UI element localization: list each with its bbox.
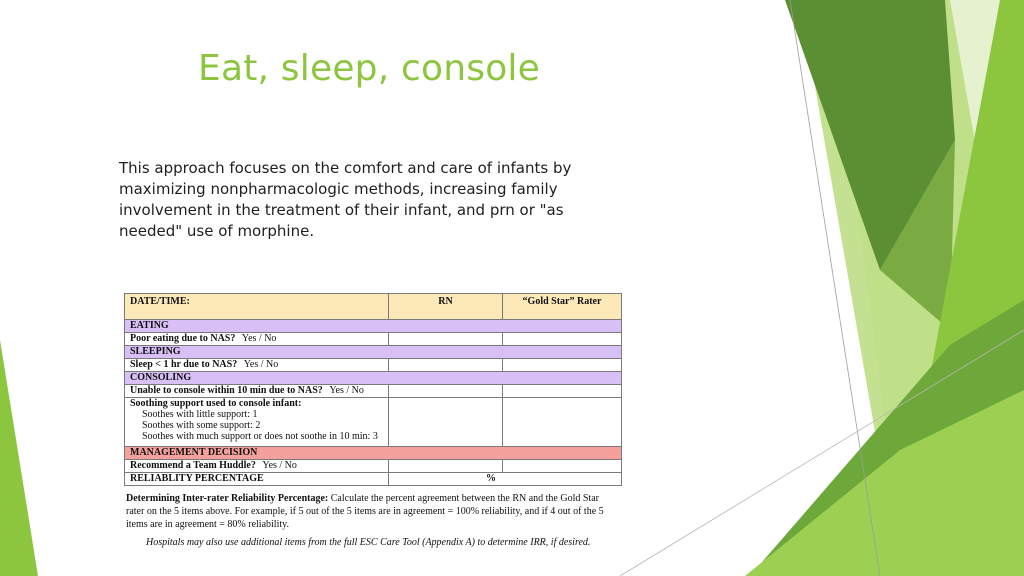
consoling-item bbox=[125, 385, 389, 398]
sleeping-question: Sleep < 1 hr due to NAS? bbox=[130, 359, 238, 370]
table-row bbox=[125, 460, 622, 473]
consoling-rn-cell[interactable] bbox=[389, 385, 503, 398]
table-row bbox=[125, 398, 622, 447]
header-gold-star-rater: “Gold Star” Rater bbox=[503, 294, 622, 320]
percent-symbol: % bbox=[486, 473, 496, 484]
sleeping-item bbox=[125, 359, 389, 372]
consoling-rater-cell[interactable] bbox=[503, 385, 622, 398]
eating-question: Poor eating due to NAS? bbox=[130, 333, 236, 344]
sleeping-options: Yes / No bbox=[243, 359, 279, 370]
sleeping-rn-cell[interactable] bbox=[389, 359, 503, 372]
soothing-item bbox=[125, 398, 389, 447]
section-eating-label: EATING bbox=[125, 320, 622, 333]
table-row bbox=[125, 333, 622, 346]
irr-heading: Determining Inter-rater Reliability Percentage: bbox=[126, 493, 329, 504]
irr-text: Calculate the percent agreement between the RN and the Gold Star rater on the 5 items above. For example, if 5 out of the 5 items are in agreement = 100% reliability, and if 4 out of the 5 items are in agreement = 80% reliability. bbox=[126, 493, 604, 530]
table-header-row bbox=[125, 294, 622, 320]
consoling-question: Unable to console within 10 min due to NAS? bbox=[130, 385, 323, 396]
section-management-label: MANAGEMENT DECISION bbox=[125, 447, 622, 460]
management-rater-cell[interactable] bbox=[503, 460, 622, 473]
slide-body-text: This approach focuses on the comfort and care of infants by maximizing nonpharmacologic methods, increasing family involvement in the treatment of their infant, and prn or "as needed" use of morphine. bbox=[119, 159, 572, 240]
section-management-row bbox=[125, 447, 622, 460]
section-sleeping-label: SLEEPING bbox=[125, 346, 622, 359]
eating-item bbox=[125, 333, 389, 346]
soothing-title: Soothing support used to console infant: bbox=[130, 398, 302, 409]
soothing-option: Soothes with little support: 1 bbox=[142, 409, 258, 420]
reliability-row bbox=[125, 473, 622, 486]
management-item bbox=[125, 460, 389, 473]
soothing-option: Soothes with some support: 2 bbox=[142, 420, 261, 431]
esc-care-table bbox=[124, 293, 622, 486]
management-options: Yes / No bbox=[262, 460, 297, 471]
section-consoling-row bbox=[125, 372, 622, 385]
section-consoling-label: CONSOLING bbox=[125, 372, 622, 385]
reliability-percent-cell[interactable] bbox=[389, 473, 622, 486]
irr-paragraph bbox=[126, 492, 618, 531]
soothing-rn-cell[interactable] bbox=[389, 398, 503, 447]
management-rn-cell[interactable] bbox=[389, 460, 503, 473]
consoling-options: Yes / No bbox=[329, 385, 364, 396]
management-question: Recommend a Team Huddle? bbox=[130, 460, 256, 471]
section-eating-row bbox=[125, 320, 622, 333]
header-date-time: DATE/TIME: bbox=[125, 294, 389, 320]
sleeping-rater-cell[interactable] bbox=[503, 359, 622, 372]
header-rn: RN bbox=[389, 294, 503, 320]
irr-note: Hospitals may also use additional items from the full ESC Care Tool (Appendix A) to determine IRR, if desired. bbox=[146, 537, 591, 548]
soothing-option: Soothes with much support or does not soothe in 10 min: 3 bbox=[142, 431, 378, 442]
table-row bbox=[125, 359, 622, 372]
eating-rn-cell[interactable] bbox=[389, 333, 503, 346]
section-sleeping-row bbox=[125, 346, 622, 359]
eating-rater-cell[interactable] bbox=[503, 333, 622, 346]
left-green-sliver bbox=[0, 340, 38, 576]
reliability-label: RELIABLITY PERCENTAGE bbox=[125, 473, 389, 486]
eating-options: Yes / No bbox=[241, 333, 277, 344]
soothing-rater-cell[interactable] bbox=[503, 398, 622, 447]
slide-title: Eat, sleep, console bbox=[198, 48, 540, 89]
table-row bbox=[125, 385, 622, 398]
